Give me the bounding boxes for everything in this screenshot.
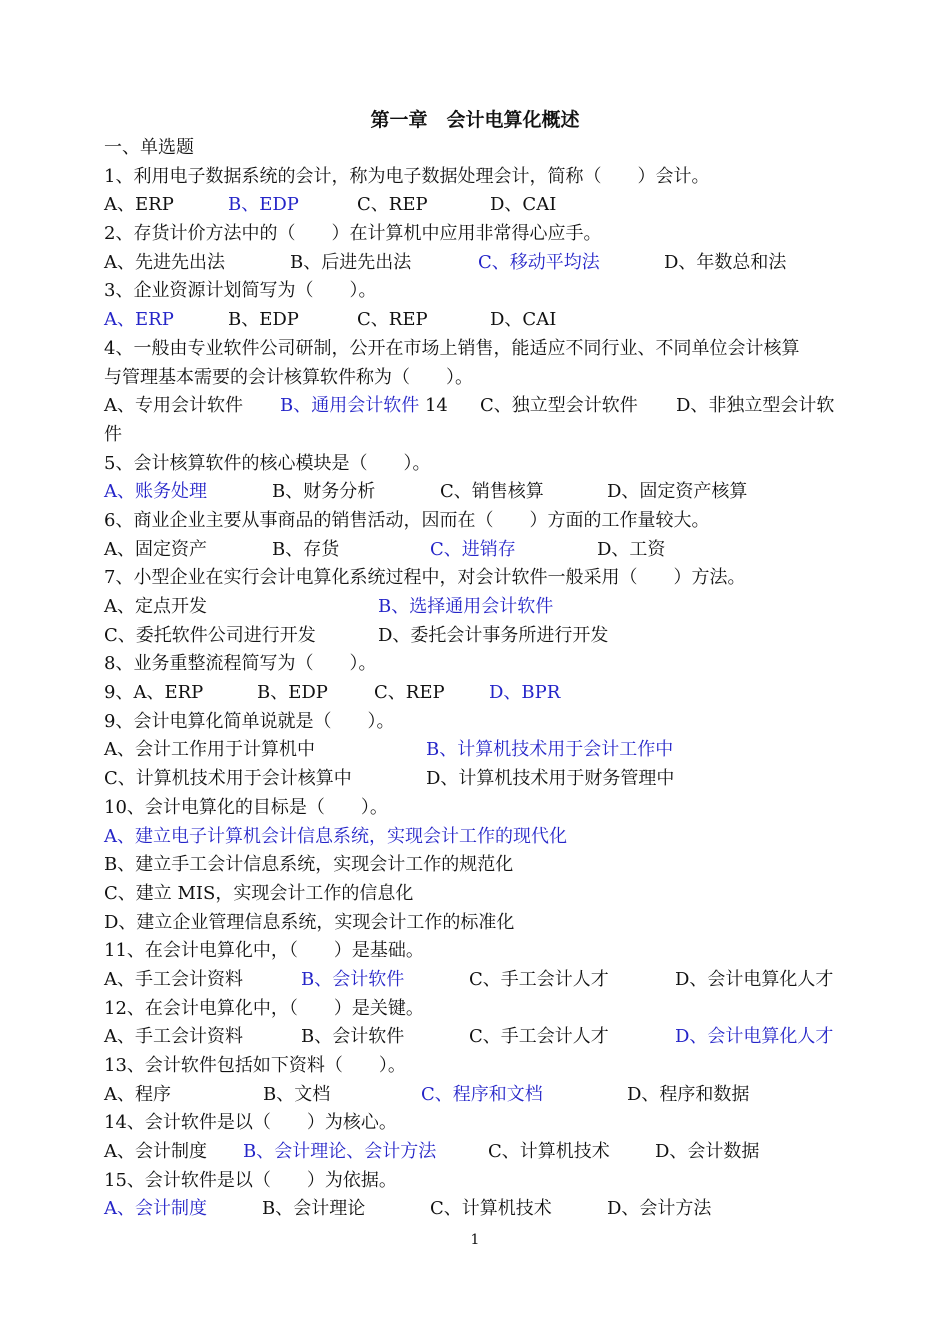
option-b xyxy=(290,249,411,278)
option-c xyxy=(478,249,600,278)
option-b xyxy=(228,306,299,335)
question-text: 与管理基本需要的会计核算软件称为（ ）。 xyxy=(104,366,473,388)
question-text: 6、商业企业主要从事商品的销售活动，因而在（ ）方面的工作量较大。 xyxy=(104,509,710,531)
option-label: C、REP xyxy=(374,682,445,704)
option-label: A、专用会计软件 xyxy=(104,395,243,417)
section-heading: 一、单选题 xyxy=(104,137,194,158)
option-c xyxy=(430,1195,552,1224)
options-row xyxy=(104,966,849,995)
option-b xyxy=(301,966,404,995)
option-label: A、会计制度 xyxy=(104,1198,207,1220)
options-row xyxy=(104,1081,849,1110)
option-d xyxy=(655,1138,759,1167)
option-label: C、计算机技术用于会计核算中 xyxy=(104,768,352,790)
option-b xyxy=(426,736,673,765)
option-label: C、手工会计人才 xyxy=(469,1026,609,1048)
options-row xyxy=(104,679,849,708)
option-c xyxy=(357,191,428,220)
option-b xyxy=(243,1138,436,1167)
question-text: 1、利用电子数据系统的会计，称为电子数据处理会计，简称（ ）会计。 xyxy=(104,165,710,187)
answer-option: A、建立电子计算机会计信息系统，实现会计工作的现代化 xyxy=(104,825,567,847)
answer-option: B、建立手工会计信息系统，实现会计工作的规范化 xyxy=(104,854,514,876)
options-row xyxy=(104,593,849,622)
option-label: D、非独立型会计软 xyxy=(676,395,835,417)
option-d xyxy=(664,249,786,278)
option-c xyxy=(480,392,638,421)
options-row xyxy=(104,1195,849,1224)
options-row xyxy=(104,622,849,651)
option-a xyxy=(104,191,174,220)
option-label: A、会计制度 xyxy=(104,1141,207,1163)
option-b xyxy=(228,191,299,220)
option-a xyxy=(104,1023,243,1052)
option-label: D、CAI xyxy=(490,309,557,331)
option-c xyxy=(357,306,428,335)
options-row xyxy=(104,1138,849,1167)
option-c xyxy=(440,478,544,507)
options-row xyxy=(104,736,849,765)
option-label: A、定点开发 xyxy=(104,596,207,617)
option-label: D、BPR xyxy=(489,682,561,704)
option-d xyxy=(490,306,556,335)
option-label: C、REP xyxy=(357,194,428,216)
option-label: A、ERP xyxy=(104,309,174,331)
option-a xyxy=(104,249,225,278)
question-text: 件 xyxy=(104,423,122,445)
option-b xyxy=(257,679,328,708)
option-b xyxy=(263,1081,330,1110)
option-label: B、存货 xyxy=(272,538,340,560)
option-label: B、EDP xyxy=(228,194,299,216)
option-label: 9、A、ERP xyxy=(104,682,204,704)
option-d xyxy=(607,478,747,507)
option-label: D、会计电算化人才 xyxy=(675,968,834,990)
option-label: C、程序和文档 xyxy=(421,1083,543,1105)
option-label: C、计算机技术 xyxy=(488,1141,610,1163)
option-label: D、会计数据 xyxy=(655,1141,760,1163)
option-label: C、委托软件公司进行开发 xyxy=(104,624,316,646)
option-label: B、会计软件 xyxy=(301,968,405,990)
question-text: 8、业务重整流程简写为（ ）。 xyxy=(104,653,377,675)
option-label: A、ERP xyxy=(104,194,174,216)
option-b xyxy=(272,536,339,565)
options-row xyxy=(104,1023,849,1052)
question-text: 14、会计软件是以（ ）为核心。 xyxy=(104,1112,397,1134)
option-d xyxy=(597,536,665,565)
options-row xyxy=(104,191,849,220)
question-text: 13、会计软件包括如下资料（ ）。 xyxy=(104,1055,406,1076)
option-d xyxy=(607,1195,711,1224)
option-b xyxy=(378,593,553,622)
option-label: B、财务分析 xyxy=(272,481,376,503)
option-label: D、委托会计事务所进行开发 xyxy=(378,624,609,646)
option-label: A、固定资产 xyxy=(104,538,207,560)
option-c xyxy=(469,1023,609,1052)
option-label: B、会计软件 xyxy=(301,1026,405,1048)
option-a xyxy=(104,1195,207,1224)
option-label: B、会计理论、会计方法 xyxy=(243,1141,437,1163)
answer-option: D、建立企业管理信息系统，实现会计工作的标准化 xyxy=(104,911,515,933)
question-text: 11、在会计电算化中，（ ）是基础。 xyxy=(104,940,424,962)
option-c xyxy=(374,679,445,708)
option-d xyxy=(676,392,834,421)
option-b xyxy=(272,478,375,507)
option-label: A、先进先出法 xyxy=(104,251,225,273)
option-label: C、移动平均法 xyxy=(478,251,600,273)
option-label: D、计算机技术用于财务管理中 xyxy=(426,768,675,790)
option-label: B、EDP xyxy=(228,309,299,331)
option-label: A、手工会计资料 xyxy=(104,1026,243,1048)
option-label: D、工资 xyxy=(597,538,666,560)
question-list xyxy=(104,134,849,1224)
options-row xyxy=(104,249,849,278)
option-d xyxy=(675,966,833,995)
option-label: C、独立型会计软件 xyxy=(480,395,638,417)
question-text: 12、在会计电算化中，（ ）是关键。 xyxy=(104,997,424,1019)
option-label: D、固定资产核算 xyxy=(607,481,748,503)
answer-option: C、建立 MIS，实现会计工作的信息化 xyxy=(104,882,414,904)
option-a xyxy=(104,306,174,335)
option-label: C、手工会计人才 xyxy=(469,968,609,990)
option-label: B、选择通用会计软件 xyxy=(378,596,554,617)
option-a xyxy=(104,392,243,421)
option-label: B、计算机技术用于会计工作中 xyxy=(426,739,674,761)
option-d xyxy=(627,1081,749,1110)
options-row xyxy=(104,536,849,565)
option-c xyxy=(430,536,516,565)
option-a xyxy=(104,966,243,995)
option-label: B、EDP xyxy=(257,682,328,704)
option-label: B、会计理论 xyxy=(262,1198,366,1220)
option-label: D、会计方法 xyxy=(607,1198,712,1220)
option-label: A、会计工作用于计算机中 xyxy=(104,739,315,761)
page-number: 1 xyxy=(470,1232,480,1248)
option-b xyxy=(378,622,608,651)
option-label: B、文档 xyxy=(263,1083,331,1105)
question-text: 7、小型企业在实行会计电算化系统过程中，对会计软件一般采用（ ）方法。 xyxy=(104,567,746,589)
option-a xyxy=(104,679,203,708)
option-a xyxy=(104,765,352,794)
question-text: 15、会计软件是以（ ）为依据。 xyxy=(104,1169,397,1191)
options-row xyxy=(104,306,849,335)
options-row xyxy=(104,392,849,421)
option-a xyxy=(104,478,207,507)
option-label: C、计算机技术 xyxy=(430,1198,552,1220)
chapter-title: 第一章 会计电算化概述 xyxy=(370,109,580,131)
option-a xyxy=(104,1138,207,1167)
option-c xyxy=(488,1138,610,1167)
question-text: 10、会计电算化的目标是（ ）。 xyxy=(104,796,388,818)
option-label: C、销售核算 xyxy=(440,481,544,503)
question-text: 4、一般由专业软件公司研制，公开在市场上销售，能适应不同行业、不同单位会计核算 xyxy=(104,337,800,359)
options-row xyxy=(104,478,849,507)
option-b xyxy=(301,1023,404,1052)
option-label: A、手工会计资料 xyxy=(104,968,243,990)
option-label: A、程序 xyxy=(104,1083,171,1105)
option-c xyxy=(469,966,609,995)
option-label: D、会计电算化人才 xyxy=(675,1026,834,1048)
option-a xyxy=(104,593,207,622)
option-label: C、进销存 xyxy=(430,538,516,560)
option-b xyxy=(280,392,448,421)
option-c xyxy=(421,1081,543,1110)
option-note: 14 xyxy=(419,395,448,417)
option-a xyxy=(104,536,207,565)
option-label: D、年数总和法 xyxy=(664,251,787,273)
question-text: 2、存货计价方法中的（ ）在计算机中应用非常得心应手。 xyxy=(104,223,602,245)
option-d xyxy=(490,191,556,220)
option-a xyxy=(104,1081,171,1110)
option-label: C、REP xyxy=(357,309,428,331)
question-text: 9、会计电算化简单说就是（ ）。 xyxy=(104,710,395,732)
option-label: D、CAI xyxy=(490,194,557,216)
option-label: D、程序和数据 xyxy=(627,1083,750,1105)
option-label: A、账务处理 xyxy=(104,481,207,503)
question-text: 3、企业资源计划简写为（ ）。 xyxy=(104,280,377,302)
option-a xyxy=(104,622,316,651)
option-b xyxy=(262,1195,365,1224)
option-a xyxy=(104,736,315,765)
question-text: 5、会计核算软件的核心模块是（ ）。 xyxy=(104,452,431,474)
option-label: B、后进先出法 xyxy=(290,251,412,273)
option-b xyxy=(426,765,674,794)
options-row xyxy=(104,765,849,794)
option-d xyxy=(489,679,560,708)
option-label: B、通用会计软件 xyxy=(280,395,420,417)
option-d xyxy=(675,1023,833,1052)
